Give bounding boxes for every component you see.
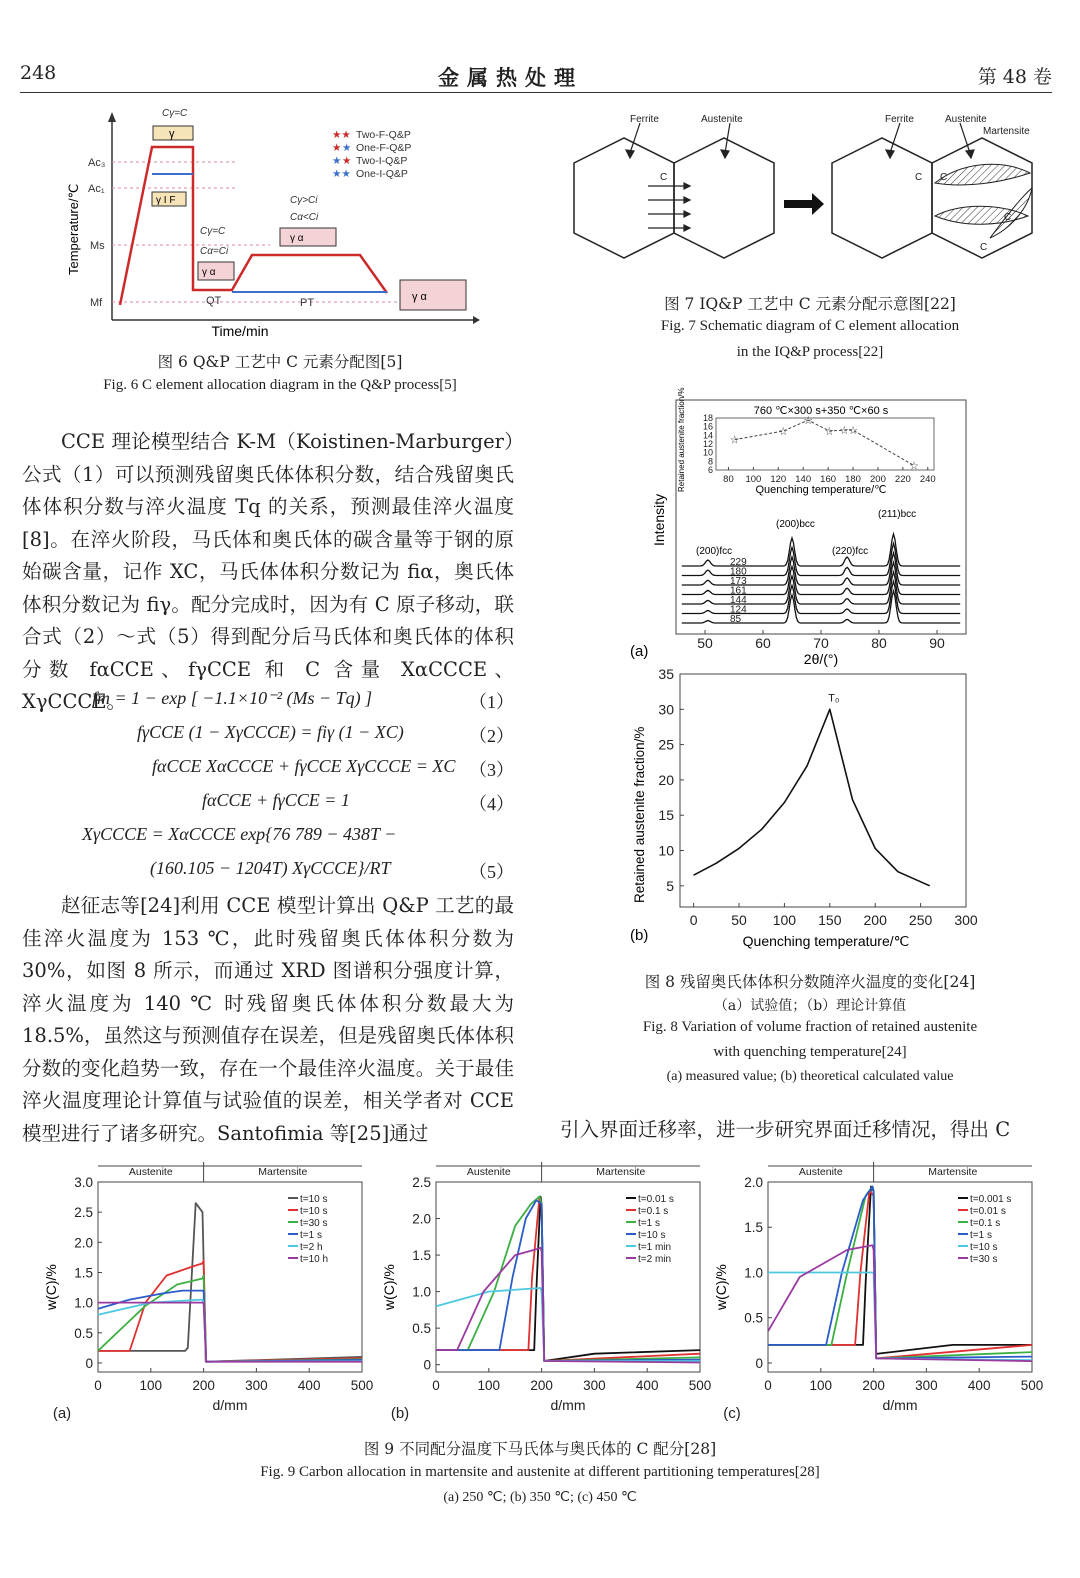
fig9-legend-entry: t=0.001 s [970,1194,1012,1205]
fig6-caption-cn: 图 6 Q&P 工艺中 C 元素分配图[5] [157,353,403,371]
equation-4-number: （4） [469,794,514,814]
inset-point: ☆ [909,460,920,473]
svg-text:★: ★ [342,142,352,154]
volume-label: 第 48 卷 [977,66,1052,88]
inset-xtick: 140 [795,474,812,485]
fig9-xtick: 400 [297,1378,321,1393]
fig7-caption-en-2: in the IQ&P process[22] [736,344,884,360]
fig7-label-austenite1: Austenite [701,114,743,125]
fig6-level-mf: Mf [90,297,103,309]
fig8b-xtick: 0 [689,912,698,928]
fig9-xtick: 0 [764,1378,772,1393]
inset-xtick: 200 [870,474,886,485]
fig8a-inset-xlabel: Quenching temperature/℃ [755,484,887,496]
fig9-series-line [98,1303,362,1362]
inset-ytick: 14 [702,430,713,441]
equation-3-number: （3） [469,760,514,780]
fig6-note4: Cγ>Ci [290,195,318,206]
xrd-curve [682,553,960,585]
fig9-series-line [436,1248,700,1363]
fig9-ytick: 0 [755,1355,763,1371]
fig9a-chart [20,1160,374,1430]
fig8b-xtick: 150 [818,912,842,928]
fig8a-chart [626,387,976,667]
fig8b-ytick: 5 [666,877,674,894]
fig9-ytick: 1.0 [412,1284,431,1300]
fig9-panel-label: (c) [723,1405,741,1422]
fig9-legend-entry: t=1 min [638,1242,672,1253]
fig9-legend-entry: t=10 h [300,1254,329,1265]
fig8a-inset-title: 760 ℃×300 s+350 ℃×60 s [753,405,889,417]
fig7-label-c1: C [660,172,668,183]
fig9-ylabel: w(C)/% [713,1264,729,1310]
fig8b-ytick: 20 [658,771,674,788]
equation-5-number: （5） [469,862,514,882]
fig8a-panel: (a) [630,643,649,660]
fig9-series-line [98,1260,362,1361]
fig9-legend-entry: t=10 s [300,1194,328,1205]
fig6-ylabel: Temperature/℃ [66,183,81,275]
fig9-xtick: 500 [1020,1378,1044,1393]
fig9-legend-entry: t=10 s [970,1242,998,1253]
xrd-curve [682,591,960,623]
fig8a-inset-ylabel: Retained austenite fraction/% [677,387,686,492]
fig9-series-line [436,1200,700,1361]
inset-ytick: 6 [707,465,713,475]
xrd-curve-label: 180 [730,566,747,578]
inset-ytick: 16 [702,421,713,432]
fig9-ytick: 3.0 [74,1175,93,1190]
fig6-box5: γ α [412,291,427,303]
page-number: 248 [20,62,57,84]
fig6-level-ms: Ms [90,240,105,252]
fig9-ytick: 1.0 [744,1265,763,1281]
svg-text:Two-I-Q&P: Two-I-Q&P [356,155,408,167]
fig9-legend-entry: t=0.1 s [970,1218,1001,1229]
fig9-ytick: 2.0 [412,1211,431,1227]
fig6-diagram [60,100,480,345]
fig8-caption-en-2: with quenching temperature[24] [713,1044,907,1060]
xrd-xtick: 50 [697,635,713,651]
inset-xtick: 240 [919,474,936,485]
fig8b-ytick: 15 [658,807,674,824]
fig9-xtick: 400 [967,1378,991,1393]
inset-point: ☆ [839,425,850,438]
equation-2: fγCCE (1 − XγCCCE) = fiγ (1 − XC) [137,722,404,742]
fig6-note5: Cα<Ci [290,212,319,223]
fig8a-inset-plot [703,413,936,485]
fig9-ytick: 0 [423,1357,431,1373]
fig9-series-line [436,1197,700,1361]
fig8a-peak2: (200)bcc [776,519,815,530]
right-column-text: 引入界面迁移率，进一步研究界面迁移情况，得出 C [560,1118,1011,1141]
fig9-series-line [436,1197,700,1361]
page-header [20,58,1052,93]
inset-point: ☆ [848,425,858,438]
fig9-panel-label: (a) [52,1405,72,1422]
fig9-zone-martensite: Martensite [928,1166,978,1178]
fig8-caption-cn: 图 8 残留奥氏体体积分数随淬火温度的变化[24] [644,973,976,991]
inset-xtick: 220 [894,474,911,485]
fig6-box3: γ α [202,267,216,278]
fig9-xtick: 100 [477,1378,501,1393]
fig6-note2: Cγ=C [200,226,226,237]
equation-2-number: （2） [469,726,514,746]
fig7-label-austenite2: Austenite [945,114,987,125]
fig6-stage-qt: QT [206,295,222,307]
fig8b-xtick: 300 [954,912,978,928]
fig9-xlabel: d/mm [212,1397,248,1413]
fig7-label-c4: C [1004,212,1012,223]
fig9-zone-austenite: Austenite [798,1166,843,1178]
fig8-caption-en-1: Fig. 8 Variation of volume fraction of retained austenite [642,1019,978,1035]
fig9-zone-austenite: Austenite [466,1166,511,1178]
svg-text:★★: ★★ [332,129,351,141]
xrd-curve-label: 85 [730,614,742,625]
fig9-xtick: 300 [915,1378,938,1393]
fig9-zone-austenite: Austenite [128,1166,173,1178]
fig6-note3: Cα=Ci [200,246,229,257]
fig9-xtick: 500 [688,1378,712,1393]
fig8-sub-cn: （a）试验值；（b）理论计算值 [713,998,907,1014]
fig6-legend [332,129,411,180]
fig8b-xtick: 200 [863,912,887,928]
fig9-series-line [98,1300,362,1362]
fig9b-chart [372,1160,712,1430]
fig8b-ylabel: Retained austenite fraction/% [632,726,647,903]
fig6-xlabel: Time/min [211,323,269,339]
xrd-curve-label: 161 [730,585,747,597]
fig9-series-line [436,1197,700,1361]
equation-4: fαCCE + fγCCE = 1 [202,790,350,810]
fig9-sub: (a) 250 ℃; (b) 350 ℃; (c) 450 ℃ [443,1490,637,1505]
fig6-caption-en: Fig. 6 C element allocation diagram in the Q&P process[5] [103,377,457,393]
fig7-label-ferrite1: Ferrite [630,114,659,125]
equation-5a: XγCCCE = XαCCCE exp{76 789 − 438T − [82,824,397,844]
fig9-zone-martensite: Martensite [596,1166,646,1178]
fig7-label-c5: C [980,242,988,253]
fig9-xtick: 300 [245,1378,268,1393]
fig9-xtick: 0 [94,1378,102,1393]
fig9-ytick: 0.5 [412,1321,431,1337]
body-paragraph-1: CCE 理论模型结合 K-M（Koistinen-Marburger）公式（1）可以预测残留奥氏体体积分数，结合残留奥氏体体积分数与淬火温度 Tq 的关系，预测最佳淬火温度[8]。在淬火阶段，马氏体和奥氏体的碳含量等于钢的原始碳含量，记作 XC，马氏体体积分数记为 fiα，奥氏体体积分数记为 fiγ。配分完成时，因为有 C 原子移动，联合式（2）～式（5）得到配分后马氏体和奥氏体的体积分数 fαCCE、fγCCE 和 C 含量 XαCCCE、XγCCCE。 [22,430,514,713]
fig8a-peak1: (200)fcc [696,546,733,557]
fig7-diagram [560,108,1060,290]
fig8b-chart [626,668,976,950]
fig9-row [20,1160,1060,1430]
inset-ytick: 8 [707,456,713,467]
inset-ytick: 10 [702,447,713,458]
fig9-series-line [768,1273,1032,1361]
fig7-label-ferrite2: Ferrite [885,114,914,125]
fig9-ytick: 2.0 [744,1175,763,1190]
fig8b-plot [658,666,977,928]
fig8b-ytick: 30 [658,701,674,718]
fig9-legend-entry: t=2 min [638,1254,672,1265]
equation-1-number: （1） [469,692,514,712]
fig8-sub-en: (a) measured value; (b) theoretical calculated value [666,1069,954,1084]
xrd-xtick: 80 [871,635,887,651]
fig8b-ytick: 35 [658,666,674,682]
fig9-panel-label: (b) [390,1405,410,1422]
fig9-legend-entry: t=1 s [970,1230,992,1241]
fig9-ytick: 2.5 [74,1205,93,1221]
fig9-legend-entry: t=10 s [300,1206,328,1217]
xrd-curve-label: 229 [730,557,747,568]
journal-title: 金属热处理 [438,65,583,90]
svg-text:One-F-Q&P: One-F-Q&P [356,142,412,154]
fig9-legend-entry: t=0.01 s [970,1206,1006,1217]
svg-text:Two-F-Q&P: Two-F-Q&P [356,129,411,141]
fig9-xtick: 200 [530,1378,553,1393]
inset-xtick: 120 [770,474,787,485]
fig6-box1: γ [169,128,175,140]
fig9-ytick: 1.5 [74,1265,93,1281]
inset-point: ☆ [729,434,740,447]
fig9-ytick: 2.0 [74,1235,93,1251]
fig7-label-c2: C [915,172,923,183]
fig9-ytick: 0 [85,1355,93,1371]
fig9-xtick: 100 [139,1378,163,1393]
svg-text:★: ★ [332,142,342,154]
fig9-series-line [98,1276,362,1362]
fig9-xlabel: d/mm [550,1397,586,1413]
xrd-curve [682,563,960,595]
fig8a-ylabel: Intensity [651,493,667,546]
svg-text:★: ★ [342,155,352,167]
fig9-xtick: 100 [809,1378,833,1393]
xrd-curve-label: 173 [730,576,747,587]
xrd-xtick: 90 [929,635,945,651]
fig9-xtick: 200 [192,1378,215,1393]
fig8a-peak3: (220)fcc [832,546,869,557]
fig9-zone-martensite: Martensite [258,1166,308,1178]
fig7-label-martensite: Martensite [983,126,1030,137]
svg-text:★★: ★★ [332,168,351,180]
equations-block [22,688,514,892]
xrd-curve [682,572,960,604]
fig9-xtick: 500 [350,1378,374,1393]
fig9-legend-entry: t=30 s [300,1218,328,1229]
fig8b-ytick: 25 [658,736,674,753]
fig8b-xlabel: Quenching temperature/℃ [742,933,910,949]
fig9-ylabel: w(C)/% [43,1264,59,1310]
svg-text:One-I-Q&P: One-I-Q&P [356,168,408,180]
inset-ytick: 12 [702,439,713,449]
body-paragraph-2: 赵征志等[24]利用 CCE 模型计算出 Q&P 工艺的最佳淬火温度为 153 ℃，此时残留奥氏体体积分数为 30%，如图 8 所示，而通过 XRD 图谱积分强度计算，淬火温度为 140 ℃ 时残留奥氏体体积分数最大为 18.5%，虽然这与预测值存在误差，但是残留奥氏体体积分数的变化趋势一致，存在一个最佳淬火温度。关于最佳淬火温度理论计算值与试验值的误差，相关学者对 CCE 模型进行了诸多研究。Santofimia 等[25]通过 [22,894,514,1145]
fig9-legend-entry: t=0.1 s [638,1206,669,1217]
fig8b-t0-label: T₀ [828,692,840,705]
fig9-legend-entry: t=1 s [638,1218,660,1229]
xrd-curve-label: 144 [730,595,747,606]
fig9-legend-entry: t=10 s [638,1230,666,1241]
inset-xtick: 160 [820,474,837,485]
inset-ytick: 18 [702,413,713,423]
xrd-curve [682,582,960,614]
inset-xtick: 180 [845,474,861,485]
fig9-xlabel: d/mm [882,1397,918,1413]
svg-text:★: ★ [332,155,342,167]
fig9-legend-entry: t=1 s [300,1230,322,1241]
xrd-xtick: 60 [755,635,771,651]
inset-point: ☆ [803,415,814,428]
fig9-xtick: 200 [862,1378,885,1393]
fig9-xtick: 0 [432,1378,440,1393]
fig9-ytick: 2.5 [412,1175,431,1190]
fig9-ytick: 0.5 [74,1325,93,1341]
fig8b-xtick: 250 [908,912,933,928]
fig9-legend-entry: t=2 h [300,1242,323,1253]
fig9-ytick: 1.5 [744,1220,763,1236]
fig9-xtick: 400 [635,1378,659,1393]
fig9c-chart [704,1160,1044,1430]
inset-point: ☆ [778,426,789,438]
fig9-xtick: 300 [583,1378,606,1393]
fig9-legend-entry: t=30 s [970,1254,998,1265]
fig8b-xtick: 100 [772,912,797,928]
fig9-caption-cn: 图 9 不同配分温度下马氏体与奥氏体的 C 配分[28] [363,1440,717,1458]
fig9-ytick: 0.5 [744,1310,763,1326]
fig9-caption-en: Fig. 9 Carbon allocation in martensite and austenite at different partitioning temperatures[28] [260,1464,820,1480]
fig6-box4: γ α [290,233,304,244]
fig8a-peak4: (211)bcc [878,509,917,520]
fig9-legend-entry: t=0.01 s [638,1194,674,1205]
fig6-box2: γ I F [156,195,176,206]
fig8a-xlabel: 2θ/(°) [803,651,839,667]
fig8b-curve [694,709,930,886]
fig7-label-c3: C [940,172,948,183]
fig8b-panel: (b) [630,927,649,944]
xrd-xtick: 70 [813,635,829,651]
inset-point: ☆ [824,426,835,438]
fig9-ytick: 1.5 [412,1248,431,1264]
inset-xtick: 100 [745,474,762,485]
fig6-stage-pt: PT [300,297,315,309]
fig6-level-ac1: Ac₁ [88,183,105,195]
equation-1: fm = 1 − exp [ −1.1×10⁻² (Ms − Tq) ] [92,688,373,708]
fig9-ylabel: w(C)/% [381,1264,397,1310]
xrd-curve-label: 124 [730,604,747,616]
fig8b-xtick: 50 [731,912,747,928]
fig7-caption-cn: 图 7 IQ&P 工艺中 C 元素分配示意图[22] [664,295,956,313]
equation-3: fαCCE XαCCCE + fγCCE XγCCCE = XC [152,756,456,776]
fig7-caption-en-1: Fig. 7 Schematic diagram of C element allocation [660,318,960,334]
inset-xtick: 80 [723,474,734,485]
fig6-note1: Cγ=C [162,108,188,119]
fig9-ytick: 1.0 [74,1295,93,1311]
fig6-level-ac3: Ac₃ [88,157,106,169]
equation-5b: (160.105 − 1204T) XγCCCE}/RT [150,858,391,878]
fig8b-ytick: 10 [658,842,674,859]
